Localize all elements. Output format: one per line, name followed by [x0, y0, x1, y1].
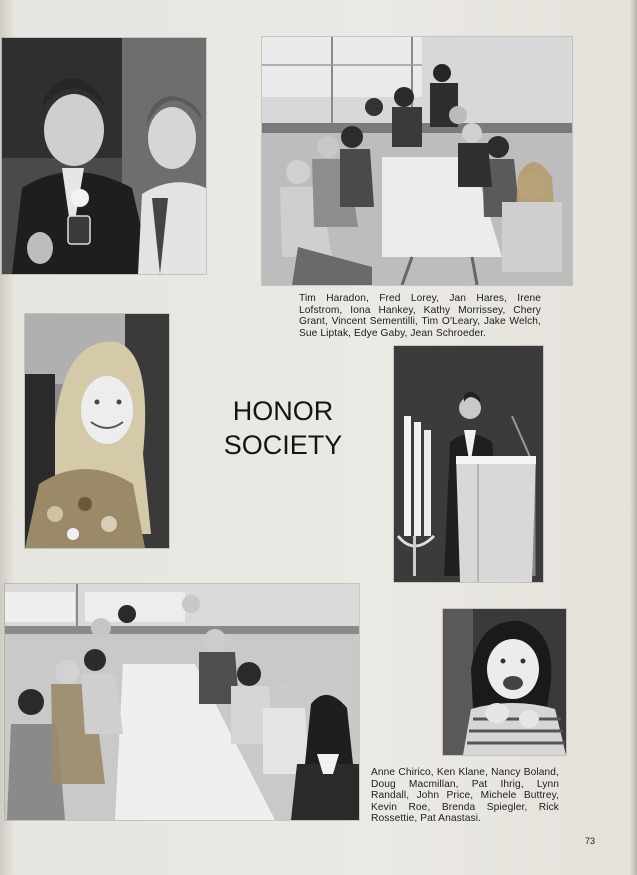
photo-smiling-girl [25, 314, 169, 548]
photo-group-cafeteria [5, 584, 359, 820]
page-number: 73 [585, 836, 596, 846]
title-line-2: SOCIETY [223, 430, 343, 460]
page-edge [629, 0, 637, 875]
photo-laughing-girl [443, 609, 566, 755]
photo-two-boys [2, 38, 206, 274]
photo-group-at-table [262, 37, 572, 285]
photo-speaker-podium [394, 346, 543, 582]
title-line-1: HONOR [232, 396, 334, 426]
caption-top: Tim Haradon, Fred Lorey, Jan Hares, Irene Lofstrom, Iona Hankey, Kathy Morrissey, Chery Grant, Vincent Sementilli, Tim O'Leary, Jake Welch, Sue Liptak, Edye Gaby, Jean Schroeder. [299, 293, 541, 339]
caption-bottom: Anne Chirico, Ken Klane, Nancy Boland, Doug Macmillan, Pat Ihrig, Lynn Randall, John Price, Michele Buttrey, Kevin Roe, Brenda Spiegler, Rick Rossettie, Pat Anastasi. [371, 767, 559, 825]
page-title [214, 394, 352, 462]
